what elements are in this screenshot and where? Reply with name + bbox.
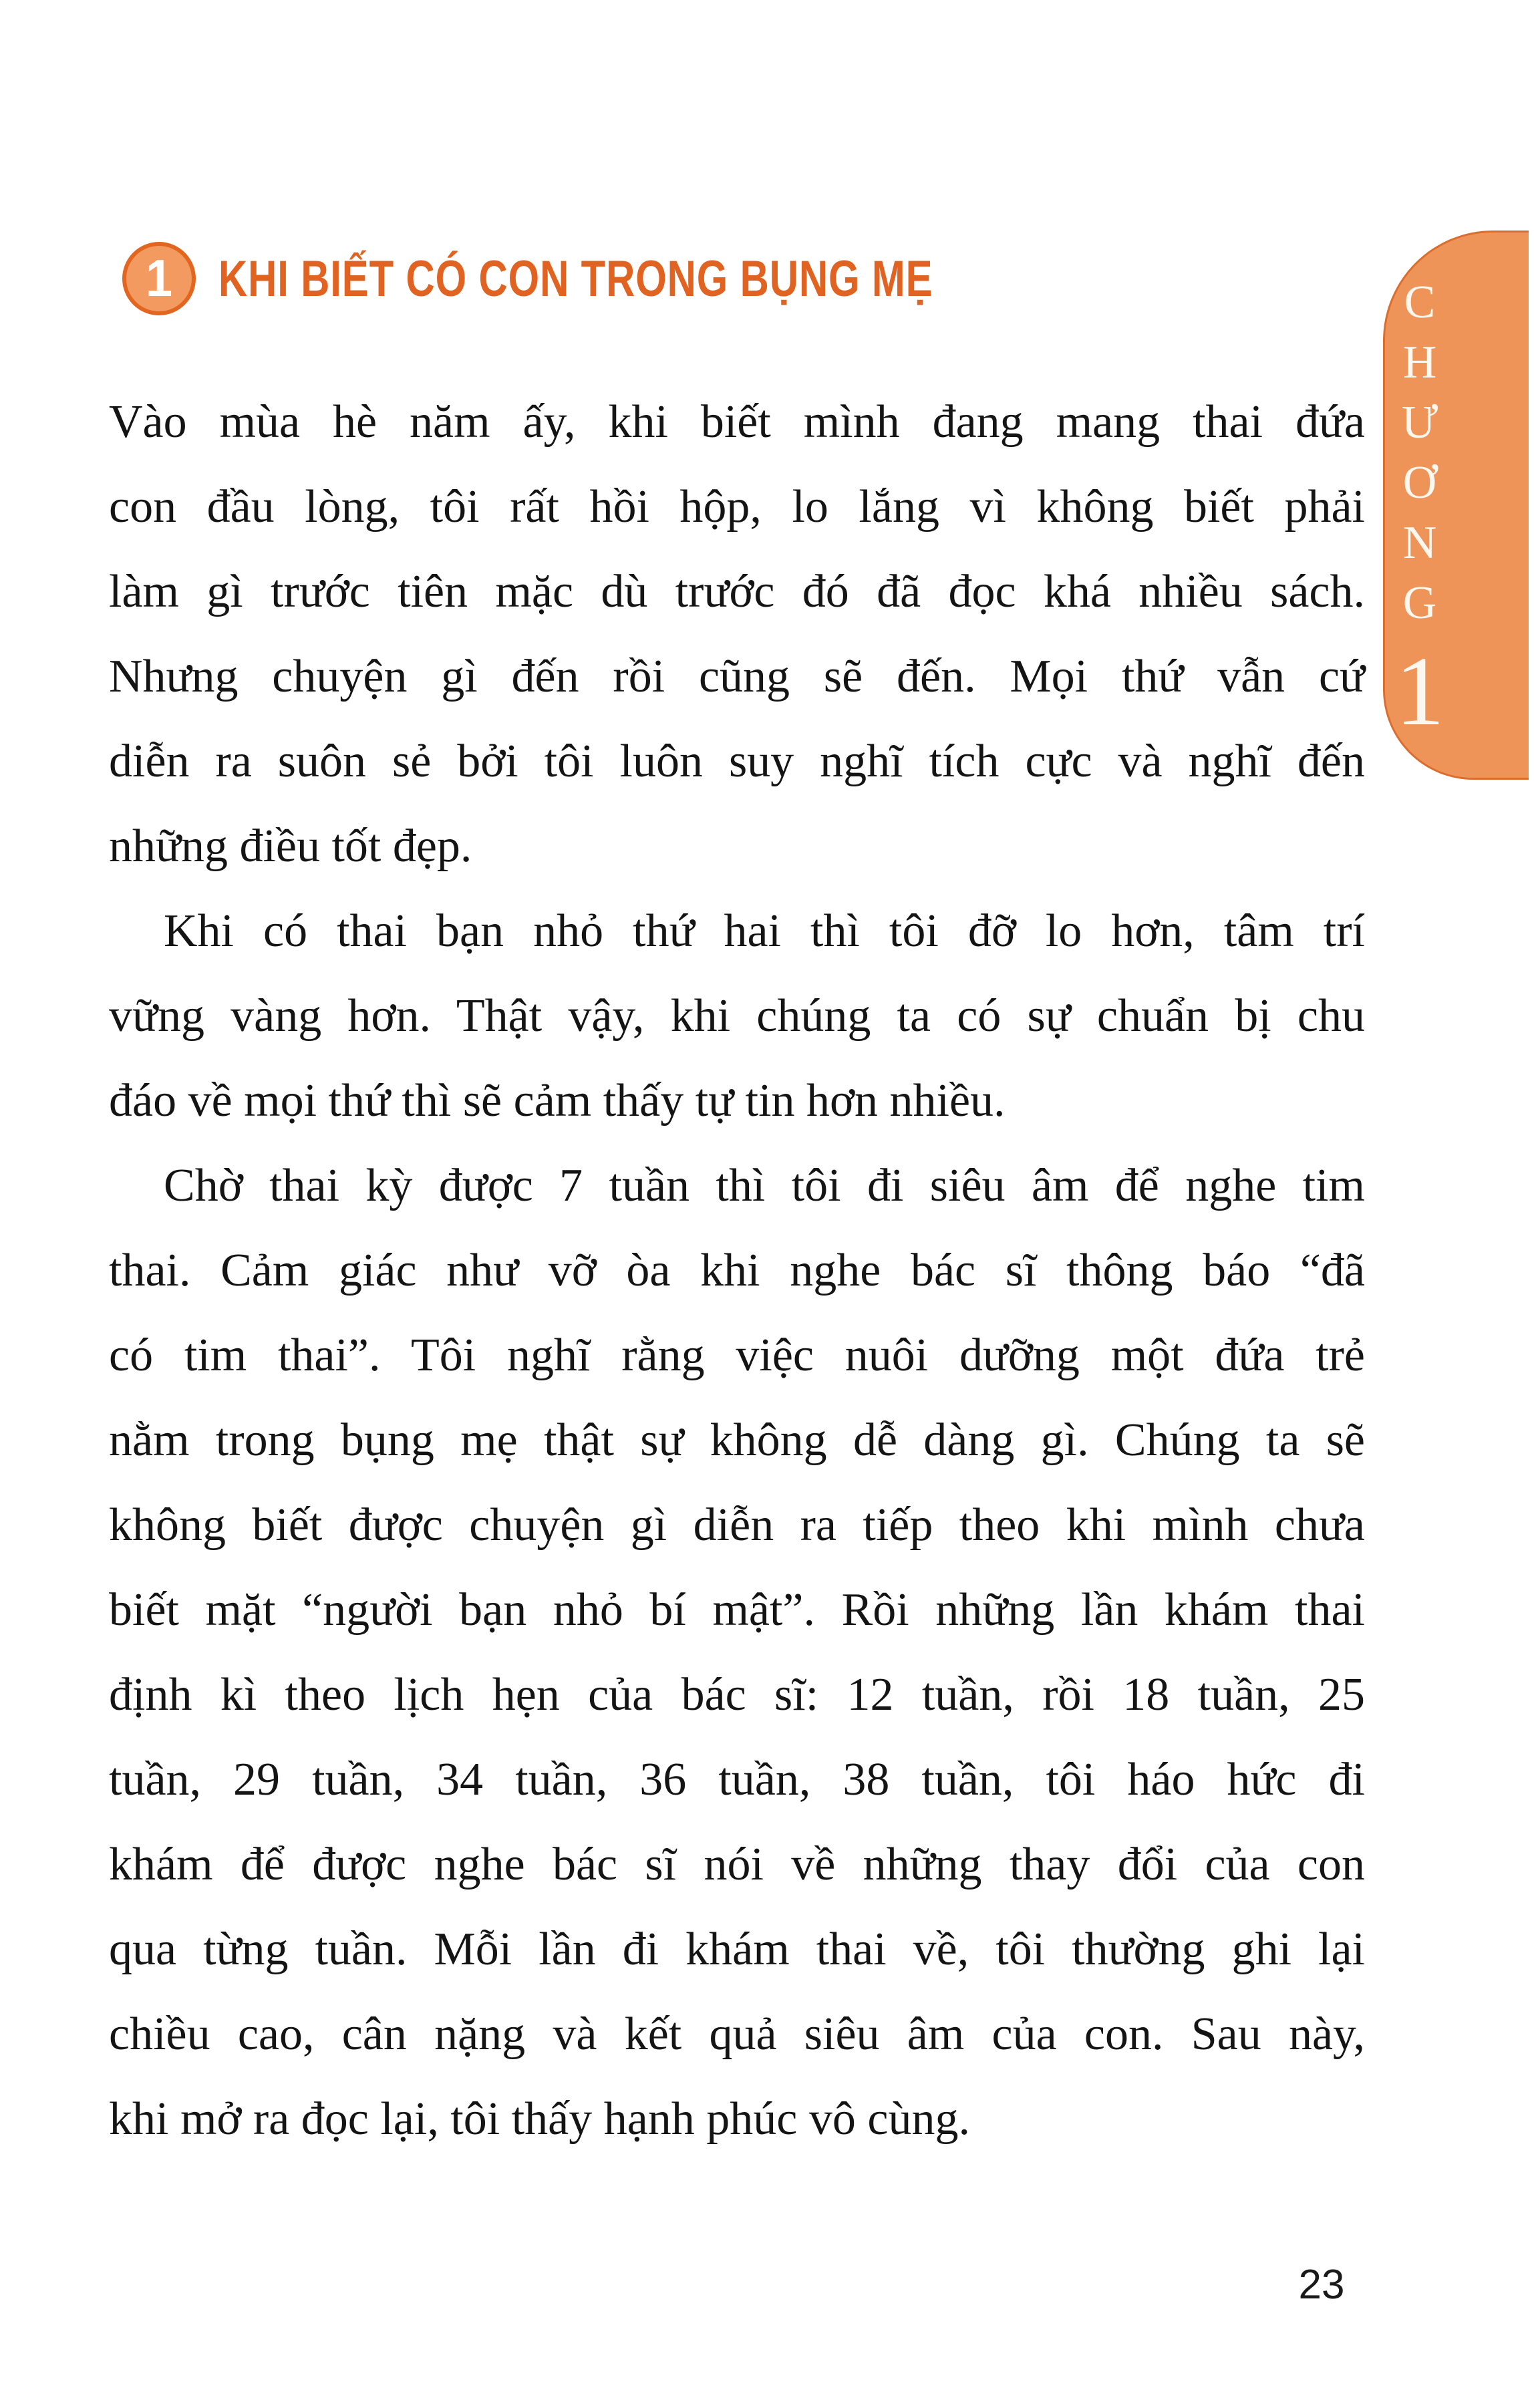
text-line: khi mở ra đọc lại, tôi thấy hạnh phúc vô cùng. (109, 2093, 970, 2145)
text-line: đáo về mọi thứ thì sẽ cảm thấy tự tin hơn nhiều. (109, 1075, 1006, 1126)
text-line: qua từng tuần. Mỗi lần đi khám thai về, tôi thường ghi lại (109, 1924, 1365, 1975)
text-line: thai. Cảm giác như vỡ òa khi nghe bác sĩ thông báo “đã (109, 1245, 1365, 1296)
text-line: Khi có thai bạn nhỏ thứ hai thì tôi đỡ lo hơn, tâm trí (164, 905, 1365, 957)
text-line: khám để được nghe bác sĩ nói về những thay đổi của con (109, 1839, 1365, 1890)
chapter-tab-number: 1 (1395, 637, 1444, 746)
text-line: tuần, 29 tuần, 34 tuần, 36 tuần, 38 tuần, tôi háo hức đi (109, 1754, 1365, 1805)
chapter-letter: H (1402, 337, 1437, 388)
text-line: vững vàng hơn. Thật vậy, khi chúng ta có sự chuẩn bị chu (109, 990, 1365, 1042)
page-number: 23 (1298, 2262, 1345, 2308)
chapter-letter: Ư (1401, 397, 1438, 448)
chapter-heading (122, 242, 1030, 315)
text-line: nằm trong bụng mẹ thật sự không dễ dàng gì. Chúng ta sẽ (109, 1414, 1365, 1466)
text-line: không biết được chuyện gì diễn ra tiếp theo khi mình chưa (109, 1499, 1365, 1551)
text-line: Vào mùa hè năm ấy, khi biết mình đang mang thai đứa (109, 396, 1365, 448)
chapter-number-badge-text: 1 (145, 249, 173, 308)
chapter-letter: N (1402, 517, 1437, 569)
text-line: biết mặt “người bạn nhỏ bí mật”. Rồi những lần khám thai (109, 1584, 1365, 1636)
chapter-title: KHI BIẾT CÓ CON TRONG BỤNG MẸ (218, 250, 933, 307)
text-line: con đầu lòng, tôi rất hồi hộp, lo lắng vì không biết phải (109, 481, 1365, 533)
text-line: định kì theo lịch hẹn của bác sĩ: 12 tuần, rồi 18 tuần, 25 (109, 1669, 1365, 1720)
text-line: có tim thai”. Tôi nghĩ rằng việc nuôi dưỡng một đứa trẻ (109, 1330, 1365, 1381)
chapter-number-badge (122, 242, 196, 315)
text-line: Chờ thai kỳ được 7 tuần thì tôi đi siêu âm để nghe tim (164, 1160, 1365, 1211)
chapter-letter: Ơ (1402, 457, 1437, 508)
chapter-word-vertical (1394, 273, 1445, 633)
chapter-tab (1383, 231, 1529, 780)
text-line: chiều cao, cân nặng và kết quả siêu âm của con. Sau này, (109, 2008, 1365, 2060)
text-line: những điều tốt đẹp. (109, 820, 472, 872)
text-line: diễn ra suôn sẻ bởi tôi luôn suy nghĩ tích cực và nghĩ đến (109, 736, 1365, 787)
text-line: làm gì trước tiên mặc dù trước đó đã đọc khá nhiều sách. (109, 566, 1365, 617)
chapter-letter: G (1402, 577, 1437, 629)
body-text (109, 380, 1365, 2161)
chapter-letter: C (1404, 277, 1436, 328)
text-line: Nhưng chuyện gì đến rồi cũng sẽ đến. Mọi thứ vẫn cứ (109, 651, 1365, 702)
